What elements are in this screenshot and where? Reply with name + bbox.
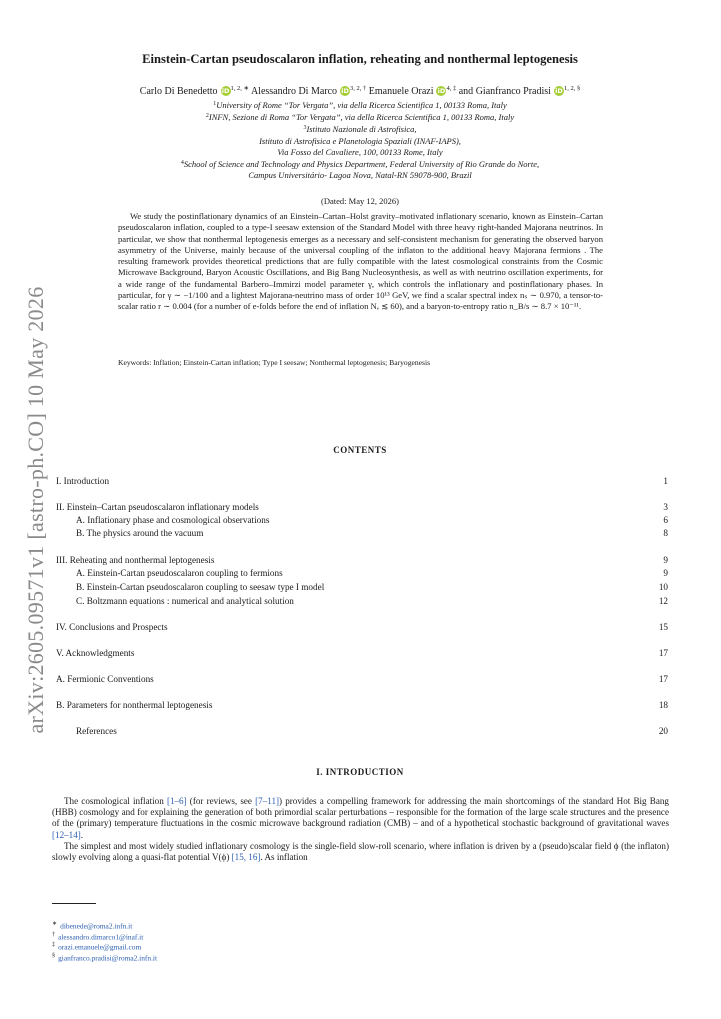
toc-entry-title: B. Einstein-Cartan pseudoscalaron coupling to seesaw type I model xyxy=(76,582,325,592)
arxiv-identifier: arXiv:2605.09571v1 [astro-ph.CO] 10 May 2026 xyxy=(23,286,48,734)
toc-entry-page: 6 xyxy=(663,515,668,525)
footnote: ‡ orazi.emanuele@gmail.com xyxy=(52,942,142,952)
toc-entry[interactable] xyxy=(56,726,668,739)
toc-entry-page: 17 xyxy=(658,674,668,684)
affiliations xyxy=(40,99,680,181)
footnote-rule xyxy=(52,903,96,904)
toc-entry-title: A. Einstein-Cartan pseudoscalaron coupling to fermions xyxy=(76,568,283,578)
toc-entry[interactable] xyxy=(56,515,668,528)
toc-entry-page: 15 xyxy=(658,622,668,632)
email-link[interactable]: alessandro.dimarco1@inaf.it xyxy=(58,932,144,942)
email-link[interactable]: dibenede@roma2.infn.it xyxy=(60,921,133,931)
author-affil-marks: 4, ‡ xyxy=(446,85,457,92)
affiliation-line: Istituto di Astrofisica e Planetologia Spaziali (INAF-IAPS), xyxy=(259,135,461,146)
email-link[interactable]: gianfranco.pradisi@roma2.infn.it xyxy=(58,953,158,963)
toc-entry-title: I. Introduction xyxy=(56,476,110,486)
toc-entry[interactable] xyxy=(56,596,668,609)
toc-entry[interactable] xyxy=(56,555,668,568)
toc-entry-page: 18 xyxy=(658,700,668,710)
author-name: Emanuele Orazi xyxy=(368,86,434,97)
section-heading: I. INTRODUCTION xyxy=(316,767,404,777)
toc-entry-page: 10 xyxy=(658,582,668,592)
citation-link[interactable]: [15, 16] xyxy=(231,852,261,863)
toc-entry-page: 9 xyxy=(663,568,668,578)
toc-entry-title: C. Boltzmann equations : numerical and analytical solution xyxy=(76,596,294,606)
orcid-icon[interactable]: iD xyxy=(555,87,563,95)
toc-entry[interactable] xyxy=(56,674,668,687)
affiliation-line: $^3$Istituto Nazionale di Astrofisica, xyxy=(303,124,417,135)
author-affil-marks: 1, 2, § xyxy=(563,85,581,92)
email-link[interactable]: orazi.emanuele@gmail.com xyxy=(58,942,142,952)
orcid-icon[interactable]: iD xyxy=(437,87,446,95)
citation-link[interactable]: [7–11] xyxy=(255,796,280,806)
toc-entry[interactable] xyxy=(56,648,668,661)
author-name: Carlo Di Benedetto xyxy=(139,86,218,97)
toc-entry[interactable] xyxy=(56,528,668,541)
paragraph: The simplest and most widely studied inflationary cosmology is the single-field slow-roll scenario, where inflation is driven by a (pseudo)scalar field ϕ (the inflaton) slowly evolving along a quasi-flat potential V(ϕ) [15, 16]. As inflation xyxy=(52,840,669,863)
footnote: † alessandro.dimarco1@inaf.it xyxy=(52,931,144,942)
toc-entry-title: References xyxy=(76,726,117,736)
toc-entry-title: B. Parameters for nonthermal leptogenesis xyxy=(56,700,213,710)
toc-entry-page: 8 xyxy=(663,528,668,538)
author-affil-marks: 3, 2, † xyxy=(350,85,367,92)
contents-heading: CONTENTS xyxy=(333,445,387,455)
footnote: § gianfranco.pradisi@roma2.infn.it xyxy=(52,953,158,963)
orcid-icon[interactable]: iD xyxy=(341,87,349,95)
author-name: Alessandro Di Marco xyxy=(250,86,338,97)
toc-entry[interactable] xyxy=(56,700,668,713)
toc-entry-page: 9 xyxy=(663,555,668,565)
affiliation-line: Campus Universitário- Lagoa Nova, Natal-RN 59078-900, Brazil xyxy=(248,170,472,181)
toc-entry-page: 3 xyxy=(663,502,668,512)
toc-entry-page: 1 xyxy=(663,476,668,486)
keywords: Keywords: Inflation; Einstein-Cartan inflation; Type I seesaw; Nonthermal leptogenesis; Baryogenesis xyxy=(118,358,431,367)
toc-entry-title: IV. Conclusions and Prospects xyxy=(56,622,168,632)
author-conjunction: and xyxy=(458,86,474,97)
date-line: (Dated: May 12, 2026) xyxy=(321,196,399,206)
toc-entry[interactable] xyxy=(56,568,668,581)
paragraph: The cosmological inflation [1–6] (for reviews, see [7–11]) provides a compelling framework for addressing the main shortcomings of the standard Hot Big Bang (HBB) cosmology and for explaining the generation of both primordial scalar perturbations – responsible for the formation of the large scale structures and the presence of the (primary) temperature fluctuations in the cosmic microwave background radiation (CMB) – and of a hypothetical stochastic background of gravitational waves [12–14]. xyxy=(52,796,669,840)
toc-entry-page: 12 xyxy=(658,596,668,606)
introduction-body xyxy=(52,796,669,863)
toc-entry-title: A. Inflationary phase and cosmological observations xyxy=(76,515,270,525)
citation-link[interactable]: [12–14] xyxy=(52,829,81,840)
toc-entry[interactable] xyxy=(56,502,668,515)
toc-entry-page: 20 xyxy=(658,726,668,736)
toc-entry[interactable] xyxy=(56,476,668,489)
footnotes xyxy=(52,920,452,963)
toc-entry-title: II. Einstein–Cartan pseudoscalaron inflationary models xyxy=(56,502,259,512)
affiliation-line: $^4$School of Science and Technology and Physics Department, Federal University of Rio Grande do Norte, xyxy=(180,159,540,170)
author-affil-marks: 1, 2, ∗ xyxy=(230,85,249,92)
toc-entry-title: B. The physics around the vacuum xyxy=(76,528,204,538)
toc-entry[interactable] xyxy=(56,582,668,595)
toc-entry-title: V. Acknowledgments xyxy=(56,648,135,658)
orcid-icon[interactable]: iD xyxy=(221,87,230,95)
citation-link[interactable]: [1–6] xyxy=(166,796,187,806)
affiliation-line: $^1$University of Rome “Tor Vergata”, via della Ricerca Scientifica 1, 00133 Roma, Italy xyxy=(213,100,507,110)
affiliation-line: $^2$INFN, Sezione di Roma “Tor Vergata”, via della Ricerca Scientifica 1, 00133 Roma, Italy xyxy=(205,112,515,123)
author-list xyxy=(40,84,680,97)
paper-title: Einstein-Cartan pseudoscalaron inflation, reheating and nonthermal leptogenesis xyxy=(142,52,578,66)
toc-entry[interactable] xyxy=(56,622,668,635)
author-name: Gianfranco Pradisi xyxy=(475,86,551,97)
toc-entry-page: 17 xyxy=(658,648,668,658)
toc-entry-title: A. Fermionic Conventions xyxy=(56,674,154,684)
toc-entry-title: III. Reheating and nonthermal leptogenesis xyxy=(56,555,215,565)
footnote: ∗ dibenede@roma2.infn.it xyxy=(52,921,133,931)
abstract: We study the postinflationary dynamics of an Einstein–Cartan–Holst gravity–motivated inflationary scenario, known as Einstein–Cartan pseudoscalaron inflation, coupled to a type-I seesaw extension of the Standard Model with three heavy right-handed Majorana neutrinos. In particular, we show that nonthermal leptogenesis emerges as a necessary and self-consistent mechanism for generating the observed baryon asymmetry of the Universe, mainly because of the universal coupling of the inflaton to the additional heavy Majorana fermions . The resulting framework provides theoretical predictions that are fully compatible with the latest cosmological constraints from the Cosmic Microwave Background, Baryon Acoustic Oscillations, and Big Bang Nucleosynthesis, as well as with neutrino oscillation experiments, for a wide range of the fundamental Barbero–Immirzi model parameter γ, which controls the inflationary and postinflationary phases. In particular, for γ ∼ −1/100 and a lightest Majorana-neutrino mass of order 10¹³ GeV, we find a scalar spectral index nₛ ∼ 0.970, a tensor-to-scalar ratio r ∼ 0.004 (for a number of e-folds before the end of inflation Nₑ ≲ 60), and a baryon-to-entropy ratio n_B/s ∼ 8.7 × 10⁻¹¹. xyxy=(118,211,603,312)
affiliation-line: Via Fosso del Cavaliere, 100, 00133 Rome, Italy xyxy=(277,146,443,157)
